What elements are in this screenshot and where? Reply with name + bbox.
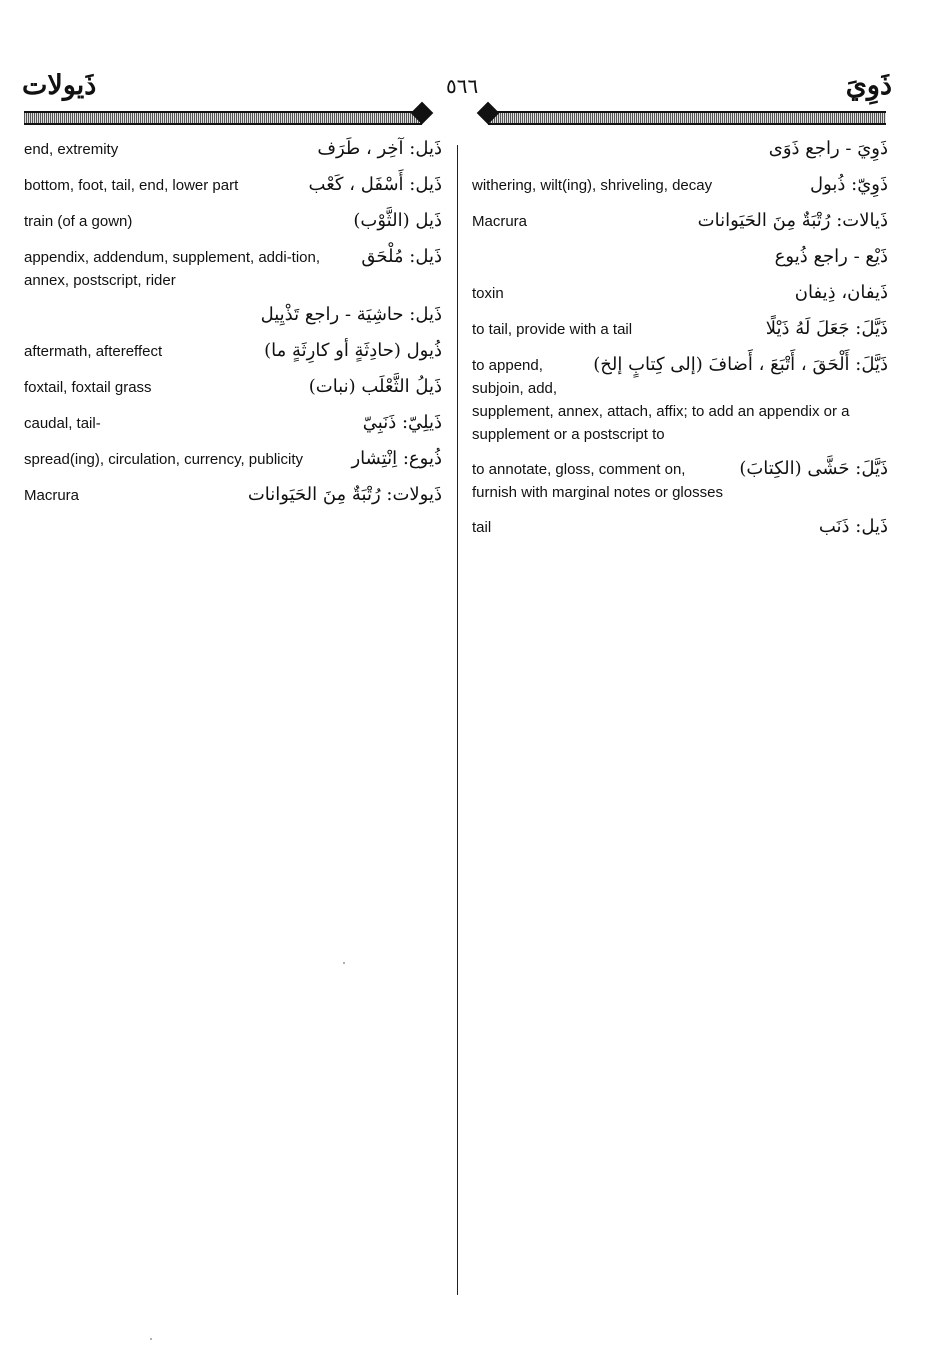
english-gloss: withering, wilt(ing), shriveling, decay: [472, 177, 713, 194]
arabic-headword: ذَيل: ذَنَب: [818, 516, 888, 537]
arabic-headword: ذَيَّلَ: أَلْحَقَ ، أَتْبَعَ ، أَضافَ (إلى كِتابٍ إلخ): [593, 354, 888, 375]
arabic-headword: ذَيَّلَ: حَشَّى (الكِتابَ): [739, 458, 888, 479]
header-rule-right: [488, 111, 886, 125]
english-gloss: appendix, addendum, supplement, addi-tion, annex, postscript, rider: [24, 249, 321, 289]
english-gloss: toxin: [472, 285, 504, 302]
dictionary-entry: [24, 374, 442, 400]
dictionary-entry: [24, 244, 442, 292]
arabic-headword: ذَيلُ الثَّعْلَب (نبات): [308, 376, 442, 397]
arabic-headword: ذَوِيَ - راجع ذَوَى: [768, 138, 888, 159]
running-head-right: ذَوِيَ: [845, 70, 892, 101]
arabic-headword: ذَيالات: رُتْبَةٌ مِنَ الحَيَوانات: [697, 210, 888, 231]
dictionary-entry: [472, 316, 888, 342]
dictionary-entry: [472, 514, 888, 540]
dictionary-entry: [24, 482, 442, 508]
english-gloss: caudal, tail-: [24, 415, 101, 432]
dictionary-entry: [24, 172, 442, 198]
english-gloss: Macrura: [24, 487, 80, 504]
dictionary-entry: [472, 352, 888, 446]
arabic-headword: ذَيل: أَسْفَل ، كَعْب: [308, 174, 442, 195]
dictionary-entry: [24, 338, 442, 364]
left-column: [24, 136, 442, 518]
english-gloss: Macrura: [472, 213, 528, 230]
english-gloss: foxtail, foxtail grass: [24, 379, 152, 396]
arabic-headword: ذَيل: حاشِيَة - راجع تَذْيِيل: [260, 304, 442, 325]
arabic-headword: ذَيولات: رُتْبَةٌ مِنَ الحَيَوانات: [247, 484, 442, 505]
dictionary-entry: [24, 136, 442, 162]
header-rule-left: [24, 111, 422, 125]
arabic-headword: ذَيْع - راجع ذُيوع: [774, 246, 888, 267]
english-gloss: spread(ing), circulation, currency, publicity: [24, 451, 304, 468]
running-head-left: ذَيولات: [22, 70, 97, 101]
arabic-headword: ذَيل: مُلْحَق: [361, 246, 442, 267]
english-gloss: to append, subjoin, add, supplement, annex, attach, affix; to add an appendix or a supplement or a postscript to: [472, 357, 850, 443]
dictionary-entry: [24, 208, 442, 234]
english-gloss: to tail, provide with a tail: [472, 321, 633, 338]
arabic-headword: ذَيَّلَ: جَعَلَ لَهُ ذَيْلًا: [765, 318, 888, 339]
dictionary-entry: [24, 446, 442, 472]
dictionary-entry: [24, 302, 442, 328]
arabic-headword: ذَيلِيّ: ذَنَبِيّ: [362, 412, 442, 433]
arabic-headword: ذَيفان، ذِيفان: [794, 282, 888, 303]
arabic-headword: ذَوِيّ: ذُبول: [810, 174, 888, 195]
english-gloss: bottom, foot, tail, end, lower part: [24, 177, 239, 194]
english-gloss: to annotate, gloss, comment on, furnish with marginal notes or glosses: [472, 461, 723, 501]
arabic-headword: ذُيول (حادِثَةٍ أو كارِثَةٍ ما): [264, 340, 442, 361]
english-gloss: tail: [472, 519, 492, 536]
dictionary-entry: [472, 456, 888, 504]
column-divider: [457, 145, 458, 1295]
scan-speck: [343, 962, 345, 964]
dictionary-entry: [472, 280, 888, 306]
english-gloss: train (of a gown): [24, 213, 133, 230]
dictionary-entry: [472, 172, 888, 198]
dictionary-entry: [472, 136, 888, 162]
arabic-headword: ذَيل (الثَّوْب): [353, 210, 442, 231]
arabic-headword: ذُيوع: اِنْتِشار: [351, 448, 442, 469]
page-number: ٥٦٦: [446, 74, 479, 98]
right-column: [472, 136, 888, 550]
dictionary-entry: [472, 244, 888, 270]
dictionary-entry: [472, 208, 888, 234]
arabic-headword: ذَيل: آخِر ، طَرَف: [317, 138, 442, 159]
scan-speck: [150, 1338, 152, 1340]
english-gloss: end, extremity: [24, 141, 119, 158]
dictionary-entry: [24, 410, 442, 436]
english-gloss: aftermath, aftereffect: [24, 343, 163, 360]
